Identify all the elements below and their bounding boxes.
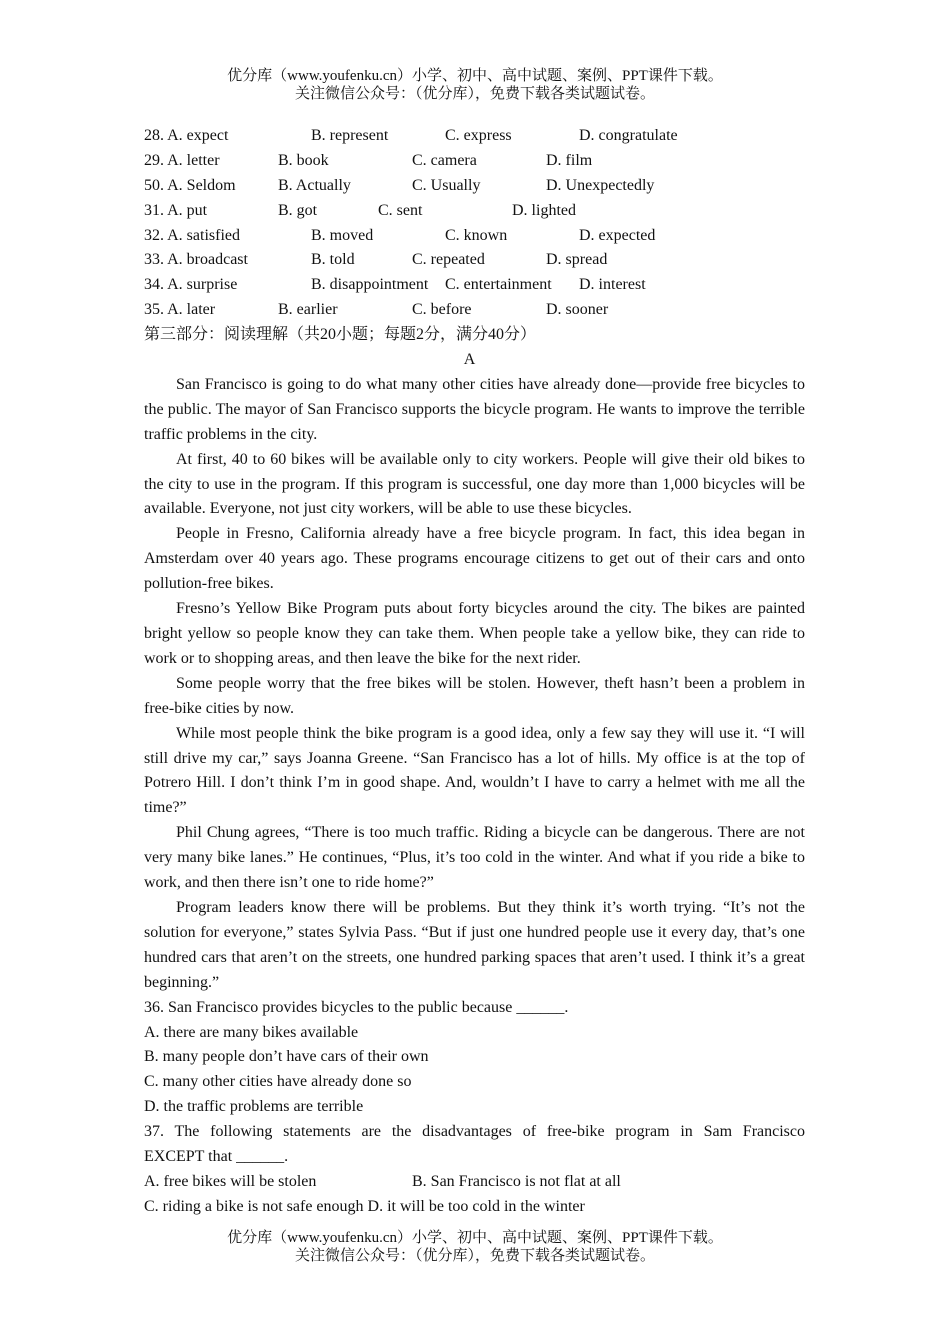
header-line-2: 关注微信公众号：（优分库），免费下载各类试题试卷。 bbox=[294, 86, 655, 102]
question-37 bbox=[144, 1120, 805, 1220]
cloze-row-31 bbox=[144, 199, 805, 224]
option-c: C. sent bbox=[378, 201, 423, 219]
paragraph: While most people think the bike program is a good idea, only a few say they will use it. “I will still drive my car,” says Joanna Greene. “San Francisco has a lot of hills. My office is at the top of Potrero Hill. I don’t think I’m in good shape. And, wouldn’t I have to carry a helmet with me all the time?” bbox=[144, 724, 805, 817]
question-stem-line-2: EXCEPT that ______. bbox=[144, 1148, 289, 1166]
paragraph: Some people worry that the free bikes will be stolen. However, theft hasn’t been a problem in free-bike cities by now. bbox=[144, 674, 805, 717]
cloze-row-35 bbox=[144, 298, 805, 323]
option-d: D. Unexpectedly bbox=[546, 176, 655, 194]
answer-option: A. free bikes will be stolen bbox=[144, 1172, 317, 1190]
option-c: C. entertainment bbox=[445, 276, 552, 294]
answer-option: B. many people don’t have cars of their own bbox=[144, 1048, 429, 1066]
option-b: B. represent bbox=[311, 127, 389, 144]
header-line-1: 优分库（www.youfenku.cn）小学、初中、高中试题、案例、PPT课件下载。 bbox=[227, 68, 723, 84]
paragraph: San Francisco is going to do what many other cities have already done—provide free bicycles to the public. The mayor of San Francisco supports the bicycle program. He wants to improve the terrible traffic problems in the city. bbox=[144, 375, 805, 443]
paragraph: Phil Chung agrees, “There is too much traffic. Riding a bicycle can be dangerous. There are not very many bike lanes.” He continues, “Plus, it’s too cold in the winter. And what if you ride a bike to work, and then there isn’t one to ride home?” bbox=[144, 824, 805, 892]
page-footer bbox=[0, 1229, 950, 1265]
cloze-row-28 bbox=[144, 124, 805, 149]
document-body bbox=[144, 124, 805, 1220]
option-d: D. interest bbox=[579, 276, 646, 294]
cloze-row-32 bbox=[144, 224, 805, 249]
paragraph: Program leaders know there will be problems. But they think it’s worth trying. “It’s not the solution for everyone,” states Sylvia Pass. “But if just one hundred people use it every day, that’s one hundred cars that aren’t on the streets, one hundred parking spaces that aren’t used. I think it’s a great beginning.” bbox=[144, 898, 805, 991]
question-stem-line-1: 37. The following statements are the disadvantages of free-bike program in Sam Francisco bbox=[144, 1123, 805, 1141]
option-b: B. got bbox=[278, 201, 318, 219]
cloze-row-34 bbox=[144, 273, 805, 298]
option-c: C. before bbox=[412, 301, 472, 319]
cloze-options bbox=[144, 124, 805, 323]
option-a: 32. A. satisfied bbox=[144, 226, 240, 244]
option-a: 50. A. Seldom bbox=[144, 176, 236, 194]
cloze-row-29 bbox=[144, 149, 805, 174]
option-a: 33. A. broadcast bbox=[144, 251, 248, 269]
option-d: D. lighted bbox=[512, 201, 576, 219]
section-title: 第三部分：阅读理解（共20小题；每题2分，满分40分） bbox=[144, 326, 537, 344]
question-36 bbox=[144, 996, 805, 1121]
option-a: 29. A. letter bbox=[144, 151, 220, 169]
cloze-row-33 bbox=[144, 248, 805, 273]
answer-options-row bbox=[144, 1170, 805, 1195]
option-a: 31. A. put bbox=[144, 201, 208, 219]
answer-options-row: C. riding a bike is not safe enough D. it will be too cold in the winter bbox=[144, 1197, 585, 1215]
cloze-row-50 bbox=[144, 174, 805, 199]
option-b: B. moved bbox=[311, 226, 374, 244]
option-d: D. film bbox=[546, 151, 593, 169]
passage-a bbox=[144, 373, 805, 996]
option-a: 34. A. surprise bbox=[144, 276, 238, 294]
option-c: C. repeated bbox=[412, 251, 485, 269]
answer-option: B. San Francisco is not flat at all bbox=[412, 1172, 621, 1190]
option-c: C. Usually bbox=[412, 176, 481, 194]
option-a: 28. A. expect bbox=[144, 127, 229, 144]
option-b: B. book bbox=[278, 151, 329, 169]
option-b: B. told bbox=[311, 251, 355, 269]
option-d: D. expected bbox=[579, 226, 656, 244]
page-header bbox=[0, 67, 950, 103]
option-d: D. spread bbox=[546, 251, 608, 269]
footer-line-1: 优分库（www.youfenku.cn）小学、初中、高中试题、案例、PPT课件下载。 bbox=[227, 1230, 723, 1246]
option-c: C. express bbox=[445, 127, 512, 144]
option-b: B. Actually bbox=[278, 176, 351, 194]
paragraph: At first, 40 to 60 bikes will be available only to city workers. People will give their old bikes to the city to use in the program. If this program is successful, one day more than 1,000 bicycles will be available. Everyone, not just city workers, will be able to use these bicycles. bbox=[144, 450, 805, 518]
answer-option: D. the traffic problems are terrible bbox=[144, 1098, 364, 1116]
answer-option: A. there are many bikes available bbox=[144, 1023, 359, 1041]
option-d: D. sooner bbox=[546, 301, 609, 319]
paragraph: Fresno’s Yellow Bike Program puts about forty bicycles around the city. The bikes are painted bright yellow so people know they can take them. When people take a yellow bike, they can ride to work or to shopping areas, and then leave the bike for the next rider. bbox=[144, 600, 805, 667]
passage-title: A bbox=[463, 351, 476, 369]
option-a: 35. A. later bbox=[144, 301, 216, 319]
option-d: D. congratulate bbox=[579, 127, 678, 144]
option-c: C. camera bbox=[412, 151, 477, 169]
option-b: B. earlier bbox=[278, 301, 338, 319]
option-b: B. disappointment bbox=[311, 276, 429, 294]
option-c: C. known bbox=[445, 226, 508, 244]
paragraph: People in Fresno, California already have a free bicycle program. In fact, this idea began in Amsterdam over 40 years ago. These programs encourage citizens to get out of their cars and onto pollution-free bikes. bbox=[144, 525, 805, 593]
footer-line-2: 关注微信公众号：（优分库），免费下载各类试题试卷。 bbox=[294, 1248, 655, 1264]
question-stem: 36. San Francisco provides bicycles to the public because ______. bbox=[144, 998, 569, 1016]
answer-option: C. many other cities have already done so bbox=[144, 1073, 412, 1091]
